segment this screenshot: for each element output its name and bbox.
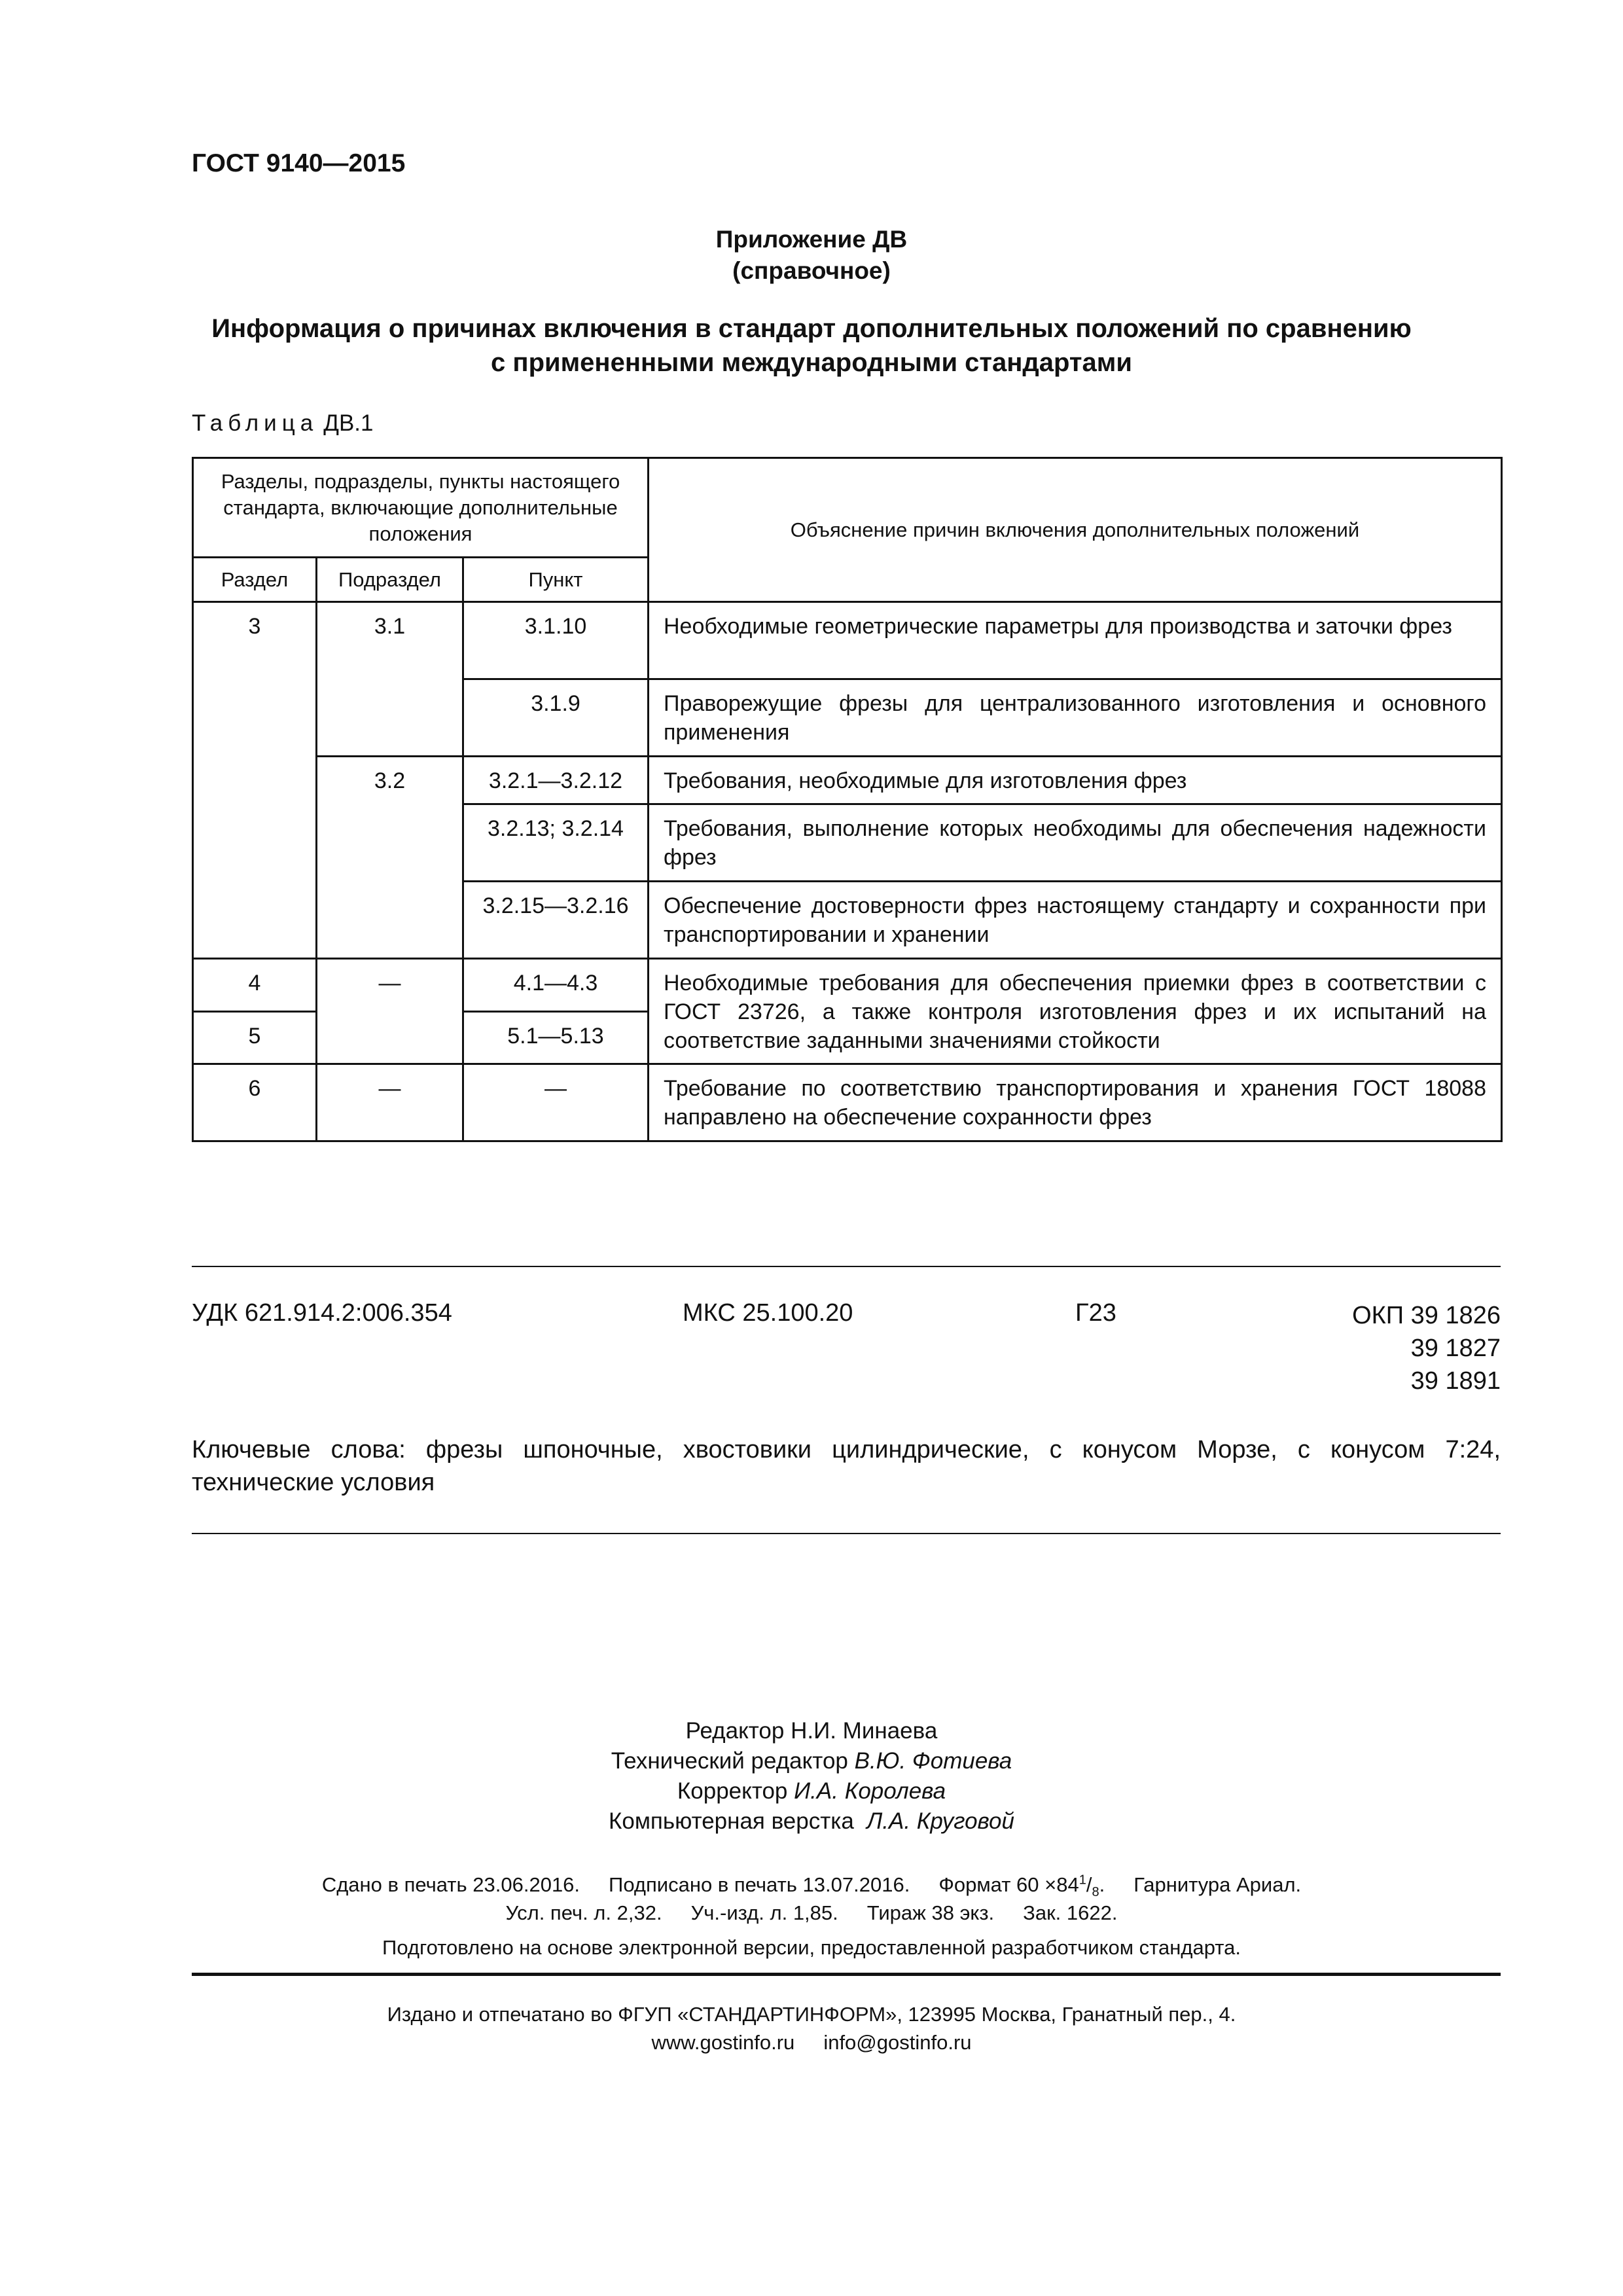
okp-codes xyxy=(1239,1299,1501,1397)
table-row xyxy=(193,757,1502,804)
format-numerator: 1 xyxy=(1079,1873,1086,1888)
table-label xyxy=(192,410,373,437)
udk-code: УДК 621.914.2:006.354 xyxy=(192,1299,452,1327)
sent-date: Сдано в печать 23.06.2016. xyxy=(321,1873,580,1897)
credit-layout xyxy=(0,1806,1623,1837)
divider-thick xyxy=(192,1973,1501,1976)
document-code: ГОСТ 9140—2015 xyxy=(192,149,406,177)
additional-provisions-table xyxy=(192,457,1503,1142)
okp-line-1: ОКП 39 1826 xyxy=(1352,1302,1501,1329)
okp-line-2: 39 1827 xyxy=(1410,1335,1501,1362)
table-row xyxy=(193,1064,1502,1141)
print-line-2 xyxy=(0,1901,1623,1925)
okp-line-3: 39 1891 xyxy=(1410,1367,1501,1395)
cell-subsection: — xyxy=(317,1064,463,1141)
cell-point: 3.1.9 xyxy=(463,679,649,757)
cell-section: 4 xyxy=(193,959,317,1012)
cell-subsection: 3.2 xyxy=(317,757,463,959)
appendix-heading-line1: Информация о причинах включения в стандарт дополнительных положений по сравнению xyxy=(211,314,1412,343)
typeface: Гарнитура Ариал. xyxy=(1133,1873,1302,1897)
table-header-row xyxy=(193,458,1502,558)
cell-explanation: Праворежущие фрезы для централизованного изготовления и основного применения xyxy=(649,679,1502,757)
corrector-label: Корректор xyxy=(677,1778,788,1804)
cell-point: 3.2.15—3.2.16 xyxy=(463,882,649,959)
credit-editor xyxy=(0,1716,1623,1746)
website-link[interactable]: www.gostinfo.ru xyxy=(651,2031,795,2054)
tech-editor-label: Технический редактор xyxy=(611,1748,848,1774)
header-subsection: Подраздел xyxy=(317,558,463,602)
appendix-subtitle: (справочное) xyxy=(732,257,891,284)
format-prefix: Формат 60 ×84 xyxy=(938,1873,1079,1897)
keywords: Ключевые слова: фрезы шпоночные, хвостовики цилиндрические, с конусом Морзе, с конусом 7:24, технические условия xyxy=(192,1436,1501,1496)
cell-explanation: Требование по соответствию транспортирования и хранения ГОСТ 18088 направлено на обеспечение сохранности фрез xyxy=(649,1064,1502,1141)
credit-corrector xyxy=(0,1776,1623,1806)
tech-editor-name: В.Ю. Фотиева xyxy=(854,1748,1012,1774)
cell-subsection: 3.1 xyxy=(317,602,463,757)
cell-point: 4.1—4.3 xyxy=(463,959,649,1012)
group-code: Г23 xyxy=(1075,1299,1116,1327)
credits-block xyxy=(0,1716,1623,1837)
mks-code: МКС 25.100.20 xyxy=(683,1299,853,1327)
signed-date: Подписано в печать 13.07.2016. xyxy=(609,1873,910,1897)
credit-tech-editor xyxy=(0,1746,1623,1776)
table-label-number: ДВ.1 xyxy=(323,410,374,436)
print-line-1 xyxy=(0,1873,1623,1901)
cell-point: — xyxy=(463,1064,649,1141)
cell-point: 3.2.13; 3.2.14 xyxy=(463,804,649,882)
cell-section: 5 xyxy=(193,1011,317,1064)
cell-section: 6 xyxy=(193,1064,317,1141)
print-run: Тираж 38 экз. xyxy=(866,1901,995,1924)
appendix-title: Приложение ДВ xyxy=(715,226,908,253)
cell-explanation: Необходимые требования для обеспечения приемки фрез в соответствии с ГОСТ 23726, а также контроля изготовления фрез и их испытаний на соответствие заданными значениями стойкости xyxy=(649,959,1502,1064)
table-label-prefix: Таблица xyxy=(192,410,319,436)
cell-point: 3.2.1—3.2.12 xyxy=(463,757,649,804)
usl-sheets: Усл. печ. л. 2,32. xyxy=(505,1901,662,1924)
editor-label: Редактор xyxy=(685,1718,785,1744)
cell-point: 5.1—5.13 xyxy=(463,1011,649,1064)
divider-bottom xyxy=(192,1533,1501,1534)
table-row xyxy=(193,602,1502,679)
prepared-note: Подготовлено на основе электронной версии, предоставленной разработчиком стандарта. xyxy=(382,1936,1241,1959)
appendix-heading-line2: с примененными международными стандартами xyxy=(491,348,1132,377)
cell-section: 3 xyxy=(193,602,317,959)
cell-explanation: Требования, выполнение которых необходимы для обеспечения надежности фрез xyxy=(649,804,1502,882)
cell-subsection: — xyxy=(317,959,463,1064)
contacts xyxy=(0,2031,1623,2054)
layout-name: Л.А. Круговой xyxy=(866,1808,1014,1834)
cell-explanation: Требования, необходимые для изготовления фрез xyxy=(649,757,1502,804)
corrector-name: И.А. Королева xyxy=(794,1778,946,1804)
header-group-cell: Разделы, подразделы, пункты настоящего стандарта, включающие дополнительные положения xyxy=(193,458,649,558)
table-row xyxy=(193,959,1502,1012)
header-section: Раздел xyxy=(193,558,317,602)
order-number: Зак. 1622. xyxy=(1023,1901,1118,1924)
header-point: Пункт xyxy=(463,558,649,602)
divider-top xyxy=(192,1266,1501,1267)
email-link[interactable]: info@gostinfo.ru xyxy=(823,2031,972,2054)
header-explanation-cell: Объяснение причин включения дополнительных положений xyxy=(649,458,1502,602)
layout-label: Компьютерная верстка xyxy=(608,1808,854,1834)
format-info: Формат $60 \times 84^1/_8$. xyxy=(938,1873,1105,1900)
format-denominator: 8 xyxy=(1092,1885,1099,1900)
uch-sheets: Уч.-изд. л. 1,85. xyxy=(690,1901,838,1924)
cell-point: 3.1.10 xyxy=(463,602,649,679)
editor-name: Н.И. Минаева xyxy=(791,1718,938,1744)
publisher-note: Издано и отпечатано во ФГУП «СТАНДАРТИНФОРМ», 123995 Москва, Гранатный пер., 4. xyxy=(387,2003,1236,2026)
cell-explanation: Необходимые геометрические параметры для производства и заточки фрез xyxy=(649,602,1502,679)
cell-explanation: Обеспечение достоверности фрез настоящему стандарту и сохранности при транспортировании и хранении xyxy=(649,882,1502,959)
